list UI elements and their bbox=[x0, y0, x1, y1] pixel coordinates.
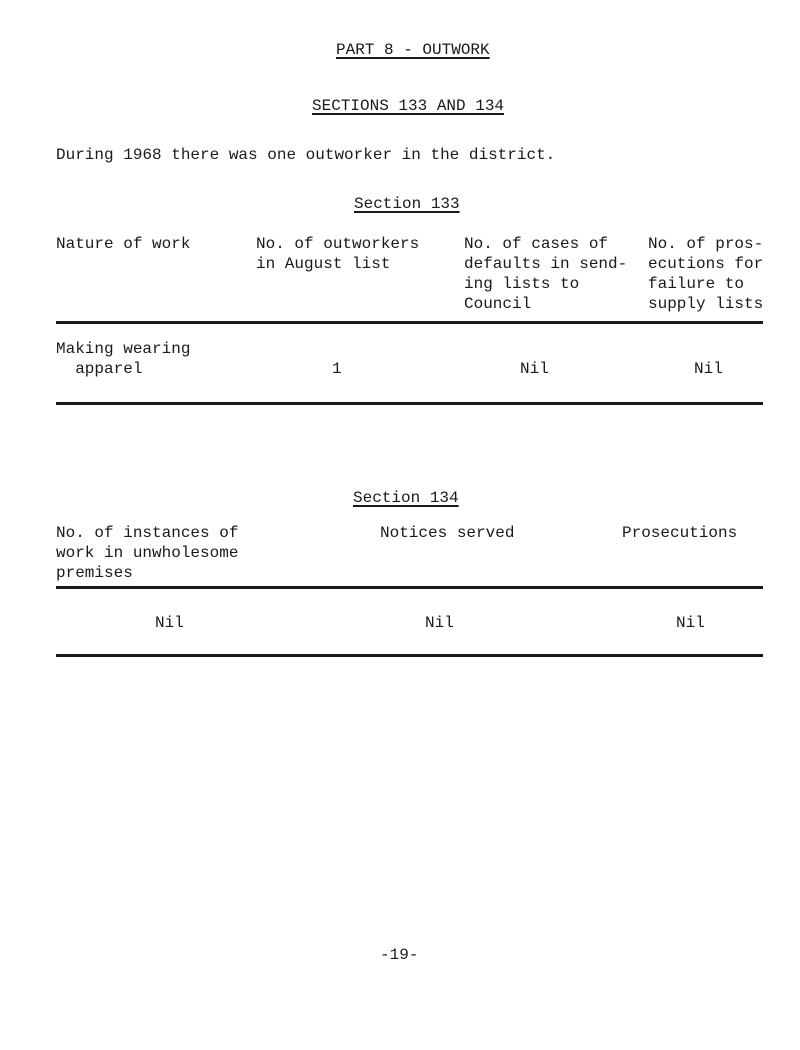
s134-cell-prosecutions: Nil bbox=[676, 614, 705, 632]
s133-cell-defaults: Nil bbox=[520, 360, 549, 378]
s134-cell-notices: Nil bbox=[425, 614, 454, 632]
s133-cell-outworkers: 1 bbox=[332, 360, 342, 378]
section-134-title: Section 134 bbox=[353, 489, 459, 507]
s134-header-notices: Notices served bbox=[380, 524, 515, 542]
s134-header-instances: No. of instances of work in unwholesome premises bbox=[56, 524, 239, 582]
part-title: PART 8 - OUTWORK bbox=[336, 41, 490, 59]
s133-header-prosecutions: No. of pros- ecutions for failure to supply lists bbox=[648, 235, 764, 313]
s134-header-prosecutions: Prosecutions bbox=[622, 524, 738, 542]
s134-header-rule bbox=[56, 586, 763, 589]
intro-text: During 1968 there was one outworker in the district. bbox=[56, 146, 556, 164]
s133-cell-prosecutions: Nil bbox=[694, 360, 723, 378]
s133-header-defaults: No. of cases of defaults in send- ing lists to Council bbox=[464, 235, 628, 313]
s133-bottom-rule bbox=[56, 402, 763, 405]
s134-bottom-rule bbox=[56, 654, 763, 657]
s133-header-nature: Nature of work bbox=[56, 235, 191, 253]
s133-cell-nature: Making wearing apparel bbox=[56, 340, 191, 378]
page-number: -19- bbox=[380, 946, 419, 964]
sections-title: SECTIONS 133 AND 134 bbox=[312, 97, 505, 115]
s133-header-outworkers: No. of outworkers in August list bbox=[256, 235, 420, 273]
s134-cell-instances: Nil bbox=[155, 614, 184, 632]
s133-header-rule bbox=[56, 321, 763, 324]
section-133-title: Section 133 bbox=[354, 195, 460, 213]
